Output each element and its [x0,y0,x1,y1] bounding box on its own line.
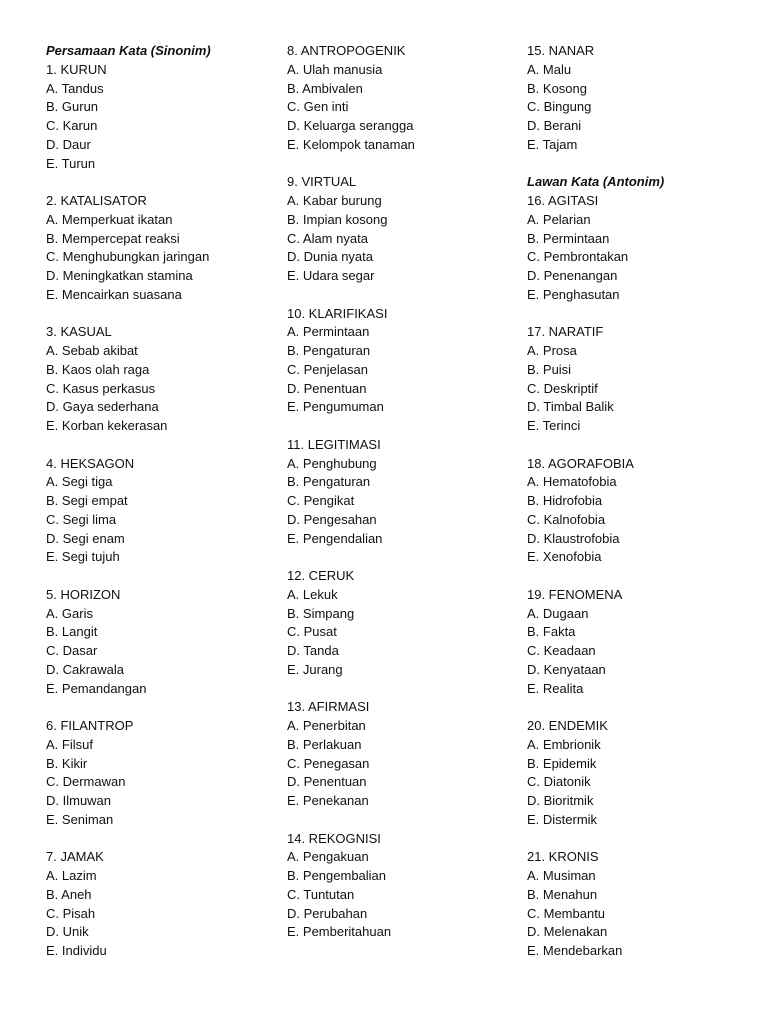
question-6 [46,717,276,830]
option-d: D. Bioritmik [527,793,594,808]
option-a: A. Memperkuat ikatan [46,211,173,227]
option-d: D. Meningkatkan stamina [46,268,193,283]
option-a: A. Penghubung [287,455,377,471]
option-b: B. Puisi [527,361,572,377]
option-e: E. Pemberitahuan [287,924,392,940]
option-d: D. Perubahan [287,905,368,921]
option-c: C. Penegasan [287,755,370,771]
option-d: D. Dunia nyata [287,249,373,265]
option-b: B. Pengaturan [287,343,371,358]
option-e: E. Realita [527,680,584,696]
option-b: B. Pengaturan [287,474,371,490]
question-title: 5. HORIZON [46,586,121,602]
option-c: C. Gen inti [287,99,349,115]
option-a: A. Lekuk [287,586,338,602]
option-a: A. Dugaan [527,605,589,621]
option-c: C. Kasus perkasus [46,380,156,396]
option-e: E. Tajam [527,136,578,152]
option-b: B. Fakta [527,624,576,640]
option-c: C. Pusat [287,624,337,640]
option-c: C. Pisah [46,905,96,921]
question-title: 7. JAMAK [46,849,104,865]
option-b: B. Aneh [46,886,92,902]
question-14 [287,830,517,943]
option-e: E. Mencairkan suasana [46,286,182,302]
question-title: 3. KASUAL [46,324,112,340]
option-e: E. Pengumuman [287,399,384,415]
option-e: E. Kelompok tanaman [287,136,415,152]
option-c: C. Kalnofobia [527,511,606,527]
option-a: A. Penerbitan [287,718,366,733]
option-e: E. Xenofobia [527,549,602,565]
option-c: C. Dasar [46,643,98,658]
option-d: D. Segi enam [46,530,125,546]
question-title: 13. AFIRMASI [287,699,370,715]
option-b: B. Gurun [46,99,99,115]
question-11 [287,436,517,549]
question-title: 11. LEGITIMASI [287,436,381,452]
option-d: D. Unik [46,924,89,940]
option-d: D. Tanda [287,643,339,658]
option-e: E. Penekanan [287,793,369,808]
question-15 [527,42,757,155]
option-b: B. Pengembalian [287,868,387,883]
question-7 [46,848,276,961]
column-2 [287,42,517,942]
option-a: A. Kabar burung [287,193,382,208]
question-8 [287,42,517,155]
antonym-section-title: Lawan Kata (Antonim) [527,174,665,190]
option-b: B. Epidemik [527,755,597,771]
question-title: 4. HEKSAGON [46,455,135,471]
question-title: 17. NARATIF [527,324,604,340]
option-e: E. Terinci [527,418,581,433]
option-a: A. Hematofobia [527,474,617,490]
option-d: D. Berani [527,118,582,133]
option-a: A. Sebab akibat [46,343,138,358]
question-4 [46,455,276,568]
option-b: B. Simpang [287,605,355,621]
option-a: A. Garis [46,605,93,621]
option-c: C. Keadaan [527,643,596,658]
question-13 [287,698,517,811]
option-e: E. Turun [46,155,96,171]
option-a: A. Ulah manusia [287,61,383,77]
option-d: D. Penentuan [287,380,367,396]
question-1 [46,61,276,174]
question-title: 16. AGITASI [527,193,599,208]
option-d: D. Daur [46,136,91,152]
option-c: C. Membantu [527,905,606,921]
question-title: 15. NANAR [527,43,595,58]
option-b: B. Kosong [527,80,587,96]
question-20 [527,717,757,830]
option-e: E. Penghasutan [527,286,620,302]
option-a: A. Prosa [527,343,577,358]
option-e: E. Mendebarkan [527,943,623,958]
option-b: B. Langit [46,624,98,640]
option-b: B. Mempercepat reaksi [46,230,180,246]
option-a: A. Segi tiga [46,474,113,490]
option-b: B. Menahun [527,886,598,902]
question-title: 19. FENOMENA [527,586,623,602]
option-d: D. Kenyataan [527,661,606,677]
option-d: D. Penentuan [287,774,367,790]
question-title: 8. ANTROPOGENIK [287,43,406,58]
question-12 [287,567,517,680]
option-c: C. Pengikat [287,493,355,508]
column-3 [527,42,757,961]
option-e: E. Pemandangan [46,680,147,696]
option-b: B. Kaos olah raga [46,361,150,377]
question-18 [527,455,757,568]
option-b: B. Permintaan [527,230,610,246]
option-d: D. Penenangan [527,268,618,283]
option-e: E. Distermik [527,811,598,827]
option-d: D. Klaustrofobia [527,530,620,546]
question-5 [46,586,276,699]
option-a: A. Filsuf [46,736,93,752]
question-9 [287,173,517,286]
option-a: A. Permintaan [287,324,370,340]
question-title: 9. VIRTUAL [287,174,357,190]
option-c: C. Karun [46,118,98,133]
option-c: C. Deskriptif [527,380,598,396]
option-a: A. Pengakuan [287,849,369,865]
question-title: 18. AGORAFOBIA [527,455,634,471]
question-title: 21. KRONIS [527,849,599,865]
option-a: A. Embrionik [527,736,601,752]
option-a: A. Pelarian [527,211,591,227]
question-17 [527,323,757,436]
option-c: C. Tuntutan [287,886,355,902]
option-d: D. Pengesahan [287,511,377,527]
option-a: A. Malu [527,61,572,77]
option-c: C. Bingung [527,99,592,115]
column-1 [46,42,276,961]
option-b: B. Perlakuan [287,736,362,752]
option-e: E. Jurang [287,661,343,677]
option-b: B. Kikir [46,755,88,771]
option-c: C. Diatonik [527,774,591,790]
question-title: 2. KATALISATOR [46,193,147,208]
question-title: 10. KLARIFIKASI [287,305,388,321]
option-e: E. Korban kekerasan [46,418,168,433]
question-21 [527,848,757,961]
option-e: E. Udara segar [287,268,375,283]
option-c: C. Segi lima [46,511,117,527]
option-a: A. Musiman [527,868,596,883]
option-d: D. Keluarga serangga [287,118,414,133]
question-19 [527,586,757,699]
question-3 [46,323,276,436]
option-e: E. Individu [46,943,107,958]
option-c: C. Menghubungkan jaringan [46,249,210,265]
question-title: 20. ENDEMIK [527,718,608,733]
question-title: 1. KURUN [46,61,107,77]
option-d: D. Gaya sederhana [46,399,159,415]
option-d: D. Timbal Balik [527,399,614,415]
option-e: E. Pengendalian [287,530,383,546]
question-title: 6. FILANTROP [46,718,134,733]
synonym-section-title: Persamaan Kata (Sinonim) [46,43,211,58]
option-a: A. Tandus [46,80,104,96]
question-2 [46,192,276,305]
option-b: B. Ambivalen [287,80,363,96]
option-b: B. Hidrofobia [527,493,603,508]
option-e: E. Seniman [46,811,114,827]
option-d: D. Ilmuwan [46,793,112,808]
question-10 [287,305,517,418]
question-title: 12. CERUK [287,568,355,583]
option-d: D. Melenakan [527,924,608,940]
option-e: E. Segi tujuh [46,549,120,565]
option-a: A. Lazim [46,868,97,883]
question-title: 14. REKOGNISI [287,830,381,846]
option-d: D. Cakrawala [46,661,125,677]
option-c: C. Alam nyata [287,230,368,246]
option-c: C. Pembrontakan [527,249,629,265]
question-16 [527,192,757,305]
option-b: B. Impian kosong [287,211,388,227]
option-c: C. Penjelasan [287,361,368,377]
option-b: B. Segi empat [46,493,128,508]
option-c: C. Dermawan [46,774,126,790]
